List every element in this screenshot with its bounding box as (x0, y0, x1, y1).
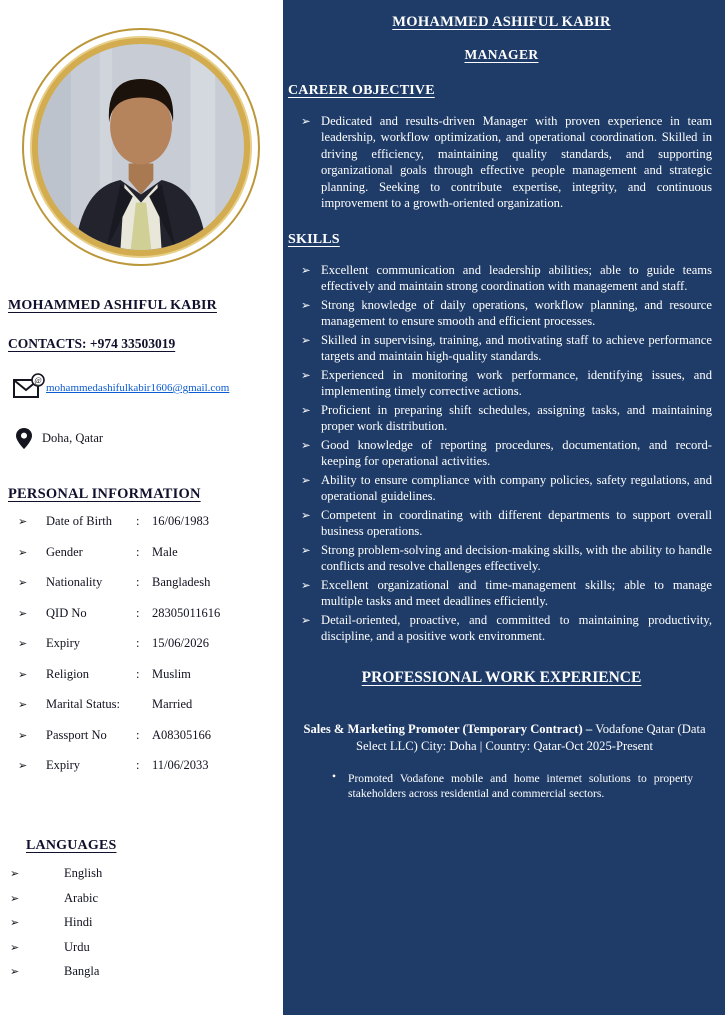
contacts-heading: CONTACTS: +974 33503019 (8, 336, 176, 351)
arrow-bullet-icon: ➢ (10, 941, 20, 954)
language-name: English (64, 866, 103, 880)
skill-text: Competent in coordinating with different departments to support overall business operations. (321, 507, 712, 539)
arrow-bullet-icon: ➢ (301, 439, 311, 452)
arrow-bullet-icon: ➢ (301, 544, 311, 557)
skill-text: Excellent communication and leadership abilities; able to guide teams effectively and maintain strong coordination with management and staff. (321, 262, 712, 294)
profile-photo-frame (22, 28, 260, 266)
personal-info-label: Gender (46, 544, 83, 559)
portrait-placeholder-image (38, 44, 244, 250)
email-icon (12, 372, 46, 404)
language-name: Arabic (64, 890, 99, 905)
personal-info-value: Married (152, 697, 193, 711)
skill-text: Strong problem-solving and decision-making skills, with the ability to handle conflicts and resolve challenges effectively. (321, 542, 712, 574)
arrow-bullet-icon: ➢ (18, 729, 28, 742)
dot-bullet-icon: • (332, 770, 337, 783)
personal-info-row (0, 667, 283, 682)
personal-info-row (0, 728, 283, 743)
skill-item (288, 297, 725, 330)
professional-work-experience-heading: PROFESSIONAL WORK EXPERIENCE (361, 668, 642, 686)
personal-info-list (0, 514, 283, 789)
language-item (0, 891, 283, 906)
personal-info-label: Passport No (46, 727, 107, 742)
career-objective-block (288, 113, 725, 212)
language-name: Bangla (64, 964, 100, 978)
personal-info-label: Expiry (46, 636, 81, 650)
personal-info-value: A08305166 (152, 727, 212, 742)
personal-info-value: 16/06/1983 (152, 514, 209, 528)
personal-info-label: Expiry (46, 758, 81, 772)
personal-info-value: 15/06/2026 (152, 636, 209, 650)
location-text: Doha, Qatar (42, 431, 104, 445)
personal-info-colon: : (136, 575, 140, 589)
languages-list (0, 866, 283, 989)
arrow-bullet-icon: ➢ (10, 868, 20, 880)
email-link[interactable]: mohammedashifulkabir1606@gmail.com (46, 382, 230, 394)
job-bullet-list (288, 771, 725, 802)
arrow-bullet-icon: ➢ (301, 334, 311, 347)
arrow-bullet-icon: ➢ (18, 638, 28, 650)
personal-info-label: Marital Status: (46, 697, 120, 711)
location-pin-icon (16, 428, 32, 449)
arrow-bullet-icon: ➢ (301, 116, 311, 128)
personal-info-row (0, 697, 283, 712)
personal-info-row (0, 758, 283, 773)
personal-info-colon: : (136, 666, 140, 681)
skill-item (288, 507, 725, 540)
location-row (16, 428, 103, 449)
arrow-bullet-icon: ➢ (301, 614, 311, 627)
personal-info-colon: : (136, 514, 140, 528)
skill-item (288, 367, 725, 400)
personal-info-label: QID No (46, 605, 87, 620)
personal-info-value: 11/06/2033 (152, 758, 209, 772)
skill-item (288, 332, 725, 365)
personal-info-row (0, 636, 283, 651)
personal-info-value: Bangladesh (152, 575, 211, 589)
arrow-bullet-icon: ➢ (301, 264, 311, 277)
job-bullet-item (332, 771, 725, 802)
main-content-panel (283, 0, 725, 1015)
skill-text: Good knowledge of reporting procedures, documentation, and record-keeping for operational activities. (321, 437, 712, 469)
personal-info-value: Male (152, 544, 178, 559)
language-name: Urdu (64, 939, 90, 954)
job-title-line (288, 721, 725, 755)
personal-info-colon: : (136, 758, 140, 772)
arrow-bullet-icon: ➢ (10, 892, 20, 905)
left-sidebar (0, 0, 283, 1024)
arrow-bullet-icon: ➢ (301, 404, 311, 417)
arrow-bullet-icon: ➢ (10, 917, 20, 929)
arrow-bullet-icon: ➢ (301, 299, 311, 312)
skill-item (288, 577, 725, 610)
skill-item (288, 262, 725, 295)
arrow-bullet-icon: ➢ (301, 474, 311, 487)
arrow-bullet-icon: ➢ (18, 760, 28, 772)
career-objective-heading: CAREER OBJECTIVE (288, 83, 435, 98)
arrow-bullet-icon: ➢ (18, 546, 28, 559)
arrow-bullet-icon: ➢ (18, 668, 28, 681)
skill-item (288, 542, 725, 575)
personal-info-label: Date of Birth (46, 514, 112, 528)
languages-heading: LANGUAGES (26, 838, 117, 853)
personal-info-label: Religion (46, 666, 90, 681)
personal-info-value: Muslim (152, 666, 191, 681)
arrow-bullet-icon: ➢ (301, 509, 311, 522)
arrow-bullet-icon: ➢ (18, 607, 28, 620)
skill-item (288, 402, 725, 435)
skill-text: Strong knowledge of daily operations, workflow planning, and resource management to ensure smooth and efficient processes. (321, 297, 712, 329)
personal-information-heading: PERSONAL INFORMATION (8, 486, 201, 502)
personal-info-row (0, 514, 283, 529)
skill-text: Ability to ensure compliance with company policies, safety regulations, and operational guidelines. (321, 472, 712, 504)
candidate-name-main: MOHAMMED ASHIFUL KABIR (392, 14, 611, 30)
candidate-name-left: MOHAMMED ASHIFUL KABIR (8, 298, 217, 313)
skills-list (288, 262, 725, 645)
email-row (12, 372, 280, 404)
personal-info-colon: : (136, 544, 140, 559)
skill-item (288, 437, 725, 470)
language-item (0, 964, 283, 979)
skill-item (288, 472, 725, 505)
language-item (0, 940, 283, 955)
job-bullet-text: Promoted Vodafone mobile and home internet solutions to property stakeholders across residential and commercial sectors. (348, 771, 693, 801)
language-item (0, 915, 283, 930)
personal-info-colon: : (136, 636, 140, 650)
personal-info-colon: : (136, 605, 140, 620)
personal-info-row (0, 545, 283, 560)
career-objective-item (288, 113, 725, 212)
arrow-bullet-icon: ➢ (10, 966, 20, 978)
skill-text: Experienced in monitoring work performance, identifying issues, and implementing timely corrective actions. (321, 367, 712, 399)
skills-heading: SKILLS (288, 231, 340, 247)
personal-info-label: Nationality (46, 575, 103, 589)
arrow-bullet-icon: ➢ (301, 369, 311, 382)
job-title-bold: Sales & Marketing Promoter (Temporary Contract) – (303, 721, 596, 736)
skill-text: Excellent organizational and time-management skills; able to manage multiple tasks and meet deadlines efficiently. (321, 577, 712, 609)
skill-text: Detail-oriented, proactive, and committed to maintaining productivity, discipline, and a positive work environment. (321, 612, 712, 644)
personal-info-value: 28305011616 (152, 605, 221, 620)
career-objective-text: Dedicated and results-driven Manager with proven experience in team leadership, workflow optimization, and operational coordination. Skilled in driving efficiency, maintaining quality standards, and supporting organizational goals through effective people management and strategic planning. Seeking to contribute expertise, integrity, and continuous improvement to a growth-oriented organization. (321, 114, 712, 211)
profile-photo (32, 38, 250, 256)
arrow-bullet-icon: ➢ (18, 699, 28, 711)
arrow-bullet-icon: ➢ (301, 579, 311, 592)
candidate-title: MANAGER (464, 47, 539, 62)
svg-text:@: @ (34, 376, 42, 385)
skill-text: Proficient in preparing shift schedules, assigning tasks, and maintaining proper work distribution. (321, 402, 712, 434)
personal-info-row (0, 606, 283, 621)
language-name: Hindi (64, 915, 93, 929)
language-item (0, 866, 283, 881)
arrow-bullet-icon: ➢ (18, 516, 28, 528)
personal-info-row (0, 575, 283, 590)
skill-item (288, 612, 725, 645)
arrow-bullet-icon: ➢ (18, 577, 28, 589)
job-title-rest: Vodafone Qatar (Data Select LLC) City: Doha | Country: Qatar-Oct 2025-Present (355, 721, 706, 753)
personal-info-colon: : (136, 727, 140, 742)
skill-text: Skilled in supervising, training, and motivating staff to achieve performance targets and maintain high-quality standards. (321, 332, 712, 364)
